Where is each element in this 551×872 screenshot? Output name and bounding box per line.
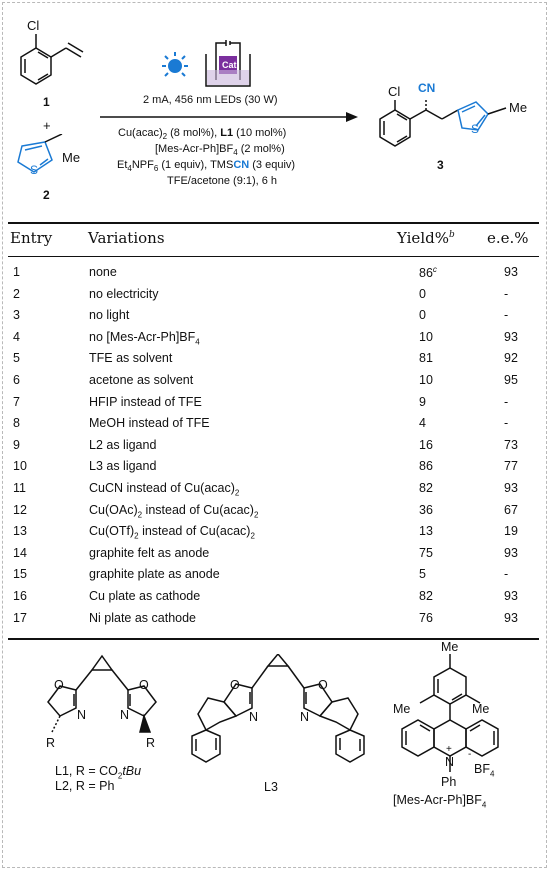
- product-s: S: [471, 122, 480, 136]
- table-row: [0, 524, 551, 541]
- row-variation: Ni plate as cathode: [89, 610, 197, 625]
- acr-me-right: Me: [472, 702, 490, 716]
- row-variation: no $[Mes-Acr-Ph]BF_4$: [89, 329, 200, 347]
- row-ee: 19: [504, 524, 518, 539]
- catalyst-label: Cat: [222, 60, 237, 70]
- table-row: [0, 373, 551, 390]
- acr-ph: Ph: [441, 775, 457, 789]
- row-yield: 75: [419, 545, 433, 560]
- row-variation: graphite felt as anode: [89, 545, 210, 560]
- row-yield: 5: [419, 567, 426, 582]
- row-variation: $Cu(OTf)_2$ instead of $Cu(acac)_2$: [89, 524, 255, 541]
- acr-caption: $[Mes-Acr-Ph]BF_4$: [393, 793, 487, 810]
- condition-solvent-line: TFE/acetone (9:1), 6 h: [167, 175, 278, 187]
- row-ee: -: [504, 416, 509, 431]
- row-entry: 1: [13, 265, 20, 279]
- row-entry: 7: [13, 394, 20, 409]
- table-row: [0, 481, 551, 498]
- row-variation: acetone as solvent: [89, 373, 194, 387]
- header-yield: Yield%$^b$: [397, 229, 455, 247]
- row-entry: 14: [13, 545, 27, 560]
- table-row: [0, 265, 551, 282]
- compound-1-number: 1: [43, 95, 50, 109]
- row-variation: L3 as ligand: [89, 459, 157, 474]
- header-variations: Variations: [88, 229, 165, 247]
- row-yield: 4: [419, 416, 426, 431]
- row-ee: -: [504, 394, 509, 409]
- row-entry: 11: [13, 481, 26, 495]
- table-row: [0, 395, 551, 412]
- row-ee: 92: [504, 351, 518, 366]
- header-entry: Entry: [10, 229, 53, 247]
- condition-electricity-light: 2 mA, 456 nm LEDs (30 W): [143, 94, 278, 106]
- ligand-structures: [0, 640, 551, 872]
- led-light-icon: [158, 50, 192, 80]
- table-row: [0, 351, 551, 368]
- row-ee: 93: [504, 265, 518, 279]
- row-yield: 0: [419, 308, 426, 323]
- acr-bf4-minus: -: [468, 749, 472, 760]
- row-ee: -: [504, 286, 509, 301]
- table-row: [0, 416, 551, 433]
- row-entry: 15: [13, 567, 27, 582]
- reaction-scheme: [0, 0, 551, 215]
- compound-2-s: S: [30, 163, 39, 177]
- row-yield: 36: [419, 502, 433, 517]
- row-yield: 13: [419, 524, 433, 539]
- l3-o-right: O: [318, 678, 328, 692]
- row-yield: 10: [419, 373, 433, 387]
- row-entry: 4: [13, 329, 20, 344]
- row-yield: 0: [419, 286, 426, 301]
- row-entry: 6: [13, 373, 20, 387]
- row-yield: 86: [419, 459, 433, 474]
- row-ee: 77: [504, 459, 518, 474]
- table-row: [0, 503, 551, 520]
- row-ee: 93: [504, 610, 518, 625]
- row-yield: 86$^c$: [419, 265, 437, 281]
- row-variation: L2 as ligand: [89, 437, 157, 452]
- compound-2-me: Me: [62, 150, 81, 165]
- table-row: [0, 589, 551, 606]
- row-variation: CuCN instead of $Cu(acac)_2$: [89, 481, 240, 498]
- l1-caption: L1, $R = CO_2tBu$: [55, 764, 142, 781]
- row-entry: 3: [13, 308, 20, 323]
- condition-photocatalyst-line: $[Mes-Acr-Ph]BF_4$ (2 mol%): [155, 143, 285, 158]
- table-row: [0, 308, 551, 325]
- l3-caption: L3: [264, 780, 278, 794]
- row-ee: 93: [504, 545, 518, 560]
- acr-n: N: [445, 755, 455, 769]
- row-variation: none: [89, 265, 117, 279]
- row-variation: graphite plate as anode: [89, 567, 220, 582]
- l2-caption: L2, R = Ph: [55, 779, 115, 793]
- table-row: [0, 611, 551, 628]
- l1-n-right: N: [120, 708, 130, 722]
- row-ee: 73: [504, 437, 518, 452]
- l3-o-left: O: [230, 678, 240, 692]
- row-entry: 10: [13, 459, 27, 474]
- row-entry: 16: [13, 589, 27, 603]
- row-entry: 5: [13, 351, 20, 366]
- acr-me-top: Me: [441, 640, 459, 654]
- compound-1-structure: [6, 8, 96, 98]
- row-variation: no electricity: [89, 286, 159, 301]
- product-cn: CN: [418, 81, 436, 95]
- row-ee: 93: [504, 329, 518, 344]
- table-row: [0, 330, 551, 347]
- product-me: Me: [509, 100, 528, 115]
- row-ee: -: [504, 567, 509, 582]
- row-entry: 13: [13, 524, 27, 539]
- row-variation: MeOH instead of TFE: [89, 416, 210, 431]
- row-variation: no light: [89, 308, 130, 323]
- row-ee: 93: [504, 481, 518, 495]
- acr-n-plus: +: [446, 744, 452, 755]
- table-row: [0, 438, 551, 455]
- row-ee: -: [504, 308, 509, 323]
- row-variation: Cu plate as cathode: [89, 589, 201, 603]
- row-yield: 16: [419, 437, 433, 452]
- reaction-arrow: [98, 110, 360, 124]
- compound-1-cl: Cl: [27, 18, 40, 33]
- row-ee: 95: [504, 373, 518, 387]
- l3-n-left: N: [249, 710, 259, 724]
- plus-sign: +: [43, 118, 51, 133]
- row-entry: 12: [13, 502, 27, 517]
- row-variation: $Cu(OAc)_2$ instead of $Cu(acac)_2$: [89, 502, 259, 520]
- row-ee: 67: [504, 502, 518, 517]
- table-row: [0, 459, 551, 476]
- l1-n-left: N: [77, 708, 87, 722]
- row-yield: 10: [419, 329, 433, 344]
- row-yield: 81: [419, 351, 433, 366]
- l1-o-left: O: [54, 678, 64, 692]
- acr-me-left: Me: [393, 702, 411, 716]
- table-header-rule: [8, 256, 539, 257]
- l1-o-right: O: [139, 678, 149, 692]
- product-cl: Cl: [388, 84, 401, 99]
- row-yield: 9: [419, 394, 426, 409]
- product-number: 3: [437, 158, 444, 172]
- l3-n-right: N: [300, 710, 310, 724]
- ligand-l3-structure: [180, 654, 380, 784]
- acr-bf4: $BF_4$: [474, 762, 495, 779]
- l1-r-left: R: [46, 736, 56, 750]
- row-yield: 82: [419, 589, 433, 603]
- row-entry: 17: [13, 610, 27, 625]
- row-variation: TFE as solvent: [89, 351, 173, 366]
- l1-r-right: R: [146, 736, 156, 750]
- row-yield: 76: [419, 610, 433, 625]
- header-ee: e.e.%: [487, 229, 529, 247]
- table-row: [0, 287, 551, 304]
- row-entry: 8: [13, 416, 20, 431]
- table-top-rule: [8, 222, 539, 224]
- row-entry: 2: [13, 286, 20, 301]
- ligand-l1-l2-structure: [30, 650, 180, 780]
- row-entry: 9: [13, 437, 20, 452]
- condition-catalyst-line: $Cu(acac)_2$ (8 mol%), L1 (10 mol%): [118, 127, 287, 142]
- compound-2-number: 2: [43, 188, 50, 202]
- condition-electrolyte-line: $Et_4NPF_6$ (1 equiv), TMSCN (3 equiv): [117, 159, 296, 174]
- row-ee: 93: [504, 589, 518, 603]
- row-yield: 82: [419, 481, 433, 495]
- table-row: [0, 546, 551, 563]
- table-row: [0, 567, 551, 584]
- row-variation: HFIP instead of TFE: [89, 394, 202, 409]
